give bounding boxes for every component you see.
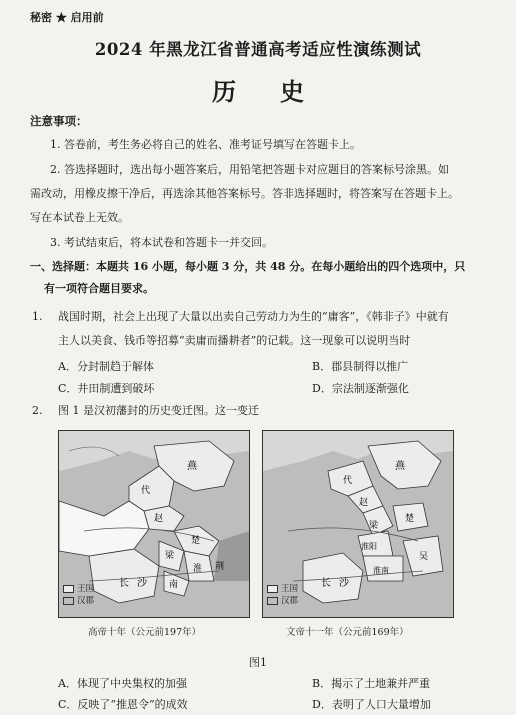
legend-swatch-kingdom <box>267 585 278 593</box>
map-right-label-yan: 燕 <box>395 461 405 472</box>
map-right-label-sha: 沙 <box>339 578 349 589</box>
map-left-label-zhao: 赵 <box>154 514 164 524</box>
note-1: 1. 答卷前，考生务必将自己的姓名、准考证号填写在答题卡上。 <box>50 138 361 151</box>
map-left-label-yan: 燕 <box>187 461 197 472</box>
figure-label: 图1 <box>249 656 267 669</box>
q1-stem-line2: 主人以美食、钱币等招募“卖庸而播耕者”的记载。这一现象可以说明当时 <box>58 334 411 347</box>
legend-commandery: 汉郡 <box>281 596 299 606</box>
map-left-label-chu: 楚 <box>191 536 201 546</box>
exam-title: 2024 年黑龙江省普通高考适应性演练测试 <box>94 40 422 59</box>
map-left-gaodi <box>58 430 250 618</box>
note-2-line2: 需改动，用橡皮擦干净后，再选涂其他答案标号。答非选择题时，将答案写在答题卡上。 <box>30 187 459 200</box>
legend-swatch-commandery <box>267 597 278 605</box>
note-2-line3: 写在本试卷上无效。 <box>30 211 129 224</box>
note-2-line1: 2. 答选择题时，选出每小题答案后，用铅笔把答题卡对应题目的答案标号涂黑。如 <box>50 163 449 176</box>
map-left-label-dai: 代 <box>141 486 151 496</box>
q2-option-d: D．表明了人口大量增加 <box>312 698 431 711</box>
map-left-caption: 高帝十年（公元前197年） <box>88 627 202 638</box>
section-heading-line1: 一、选择题：本题共 16 小题，每小题 3 分，共 48 分。在每小题给出的四个选项中，只 <box>30 260 466 273</box>
map-right-legend <box>267 583 298 607</box>
map-left-label-chang: 长 <box>119 578 129 589</box>
legend-commandery: 汉郡 <box>77 596 95 606</box>
map-right-label-liang: 梁 <box>369 521 379 531</box>
q1-number: 1. <box>32 310 43 323</box>
q1-option-b: B．郡县制得以推广 <box>312 360 409 373</box>
section-heading-line2: 有一项符合题目要求。 <box>44 282 154 295</box>
map-right-label-wu: 吴 <box>419 552 429 562</box>
q2-stem: 图 1 是汉初藩封的历史变迁图。这一变迁 <box>58 404 259 417</box>
map-right-label-chang: 长 <box>321 578 331 589</box>
q1-stem-line1: 战国时期，社会上出现了大量以出卖自己劳动力为生的“庸客”，《韩非子》中就有 <box>58 310 449 323</box>
map-right-label-zhao: 赵 <box>359 498 369 508</box>
notes-heading: 注意事项： <box>30 114 88 128</box>
map-right-wendi <box>262 430 454 618</box>
q1-option-d: D．宗法制逐渐强化 <box>312 382 409 395</box>
q1-option-a: A．分封制趋于解体 <box>58 360 154 373</box>
q2-option-c: C．反映了“推恩令”的成效 <box>58 698 188 711</box>
legend-swatch-commandery <box>63 597 74 605</box>
subject-title: 历史 <box>212 77 348 106</box>
map-left-legend <box>63 583 94 607</box>
legend-swatch-kingdom <box>63 585 74 593</box>
map-left-label-nan: 南 <box>169 580 179 590</box>
legend-kingdom: 王国 <box>281 584 299 594</box>
map-right-label-dai: 代 <box>343 476 353 486</box>
q1-option-c: C．井田制遭到破坏 <box>58 382 155 395</box>
map-right-label-huainan: 淮南 <box>373 566 389 575</box>
map-left-label-liang: 梁 <box>165 551 175 561</box>
map-right-caption: 文帝十一年（公元前169年） <box>286 627 409 638</box>
map-left-label-huai: 淮 <box>193 564 203 574</box>
map-left-label-jing: 荆 <box>215 562 225 572</box>
q2-number: 2. <box>32 404 43 417</box>
q2-option-a: A．体现了中央集权的加强 <box>58 677 187 690</box>
secret-label: 秘密 ★ 启用前 <box>30 11 104 24</box>
map-left-label-sha: 沙 <box>137 578 147 589</box>
map-right-label-huaiyang: 淮阳 <box>361 542 377 551</box>
legend-kingdom: 王国 <box>77 584 95 594</box>
q2-option-b: B．揭示了土地兼并严重 <box>312 677 431 690</box>
map-right-label-chu: 楚 <box>405 514 415 524</box>
note-3: 3. 考试结束后，将本试卷和答题卡一并交回。 <box>50 236 273 249</box>
